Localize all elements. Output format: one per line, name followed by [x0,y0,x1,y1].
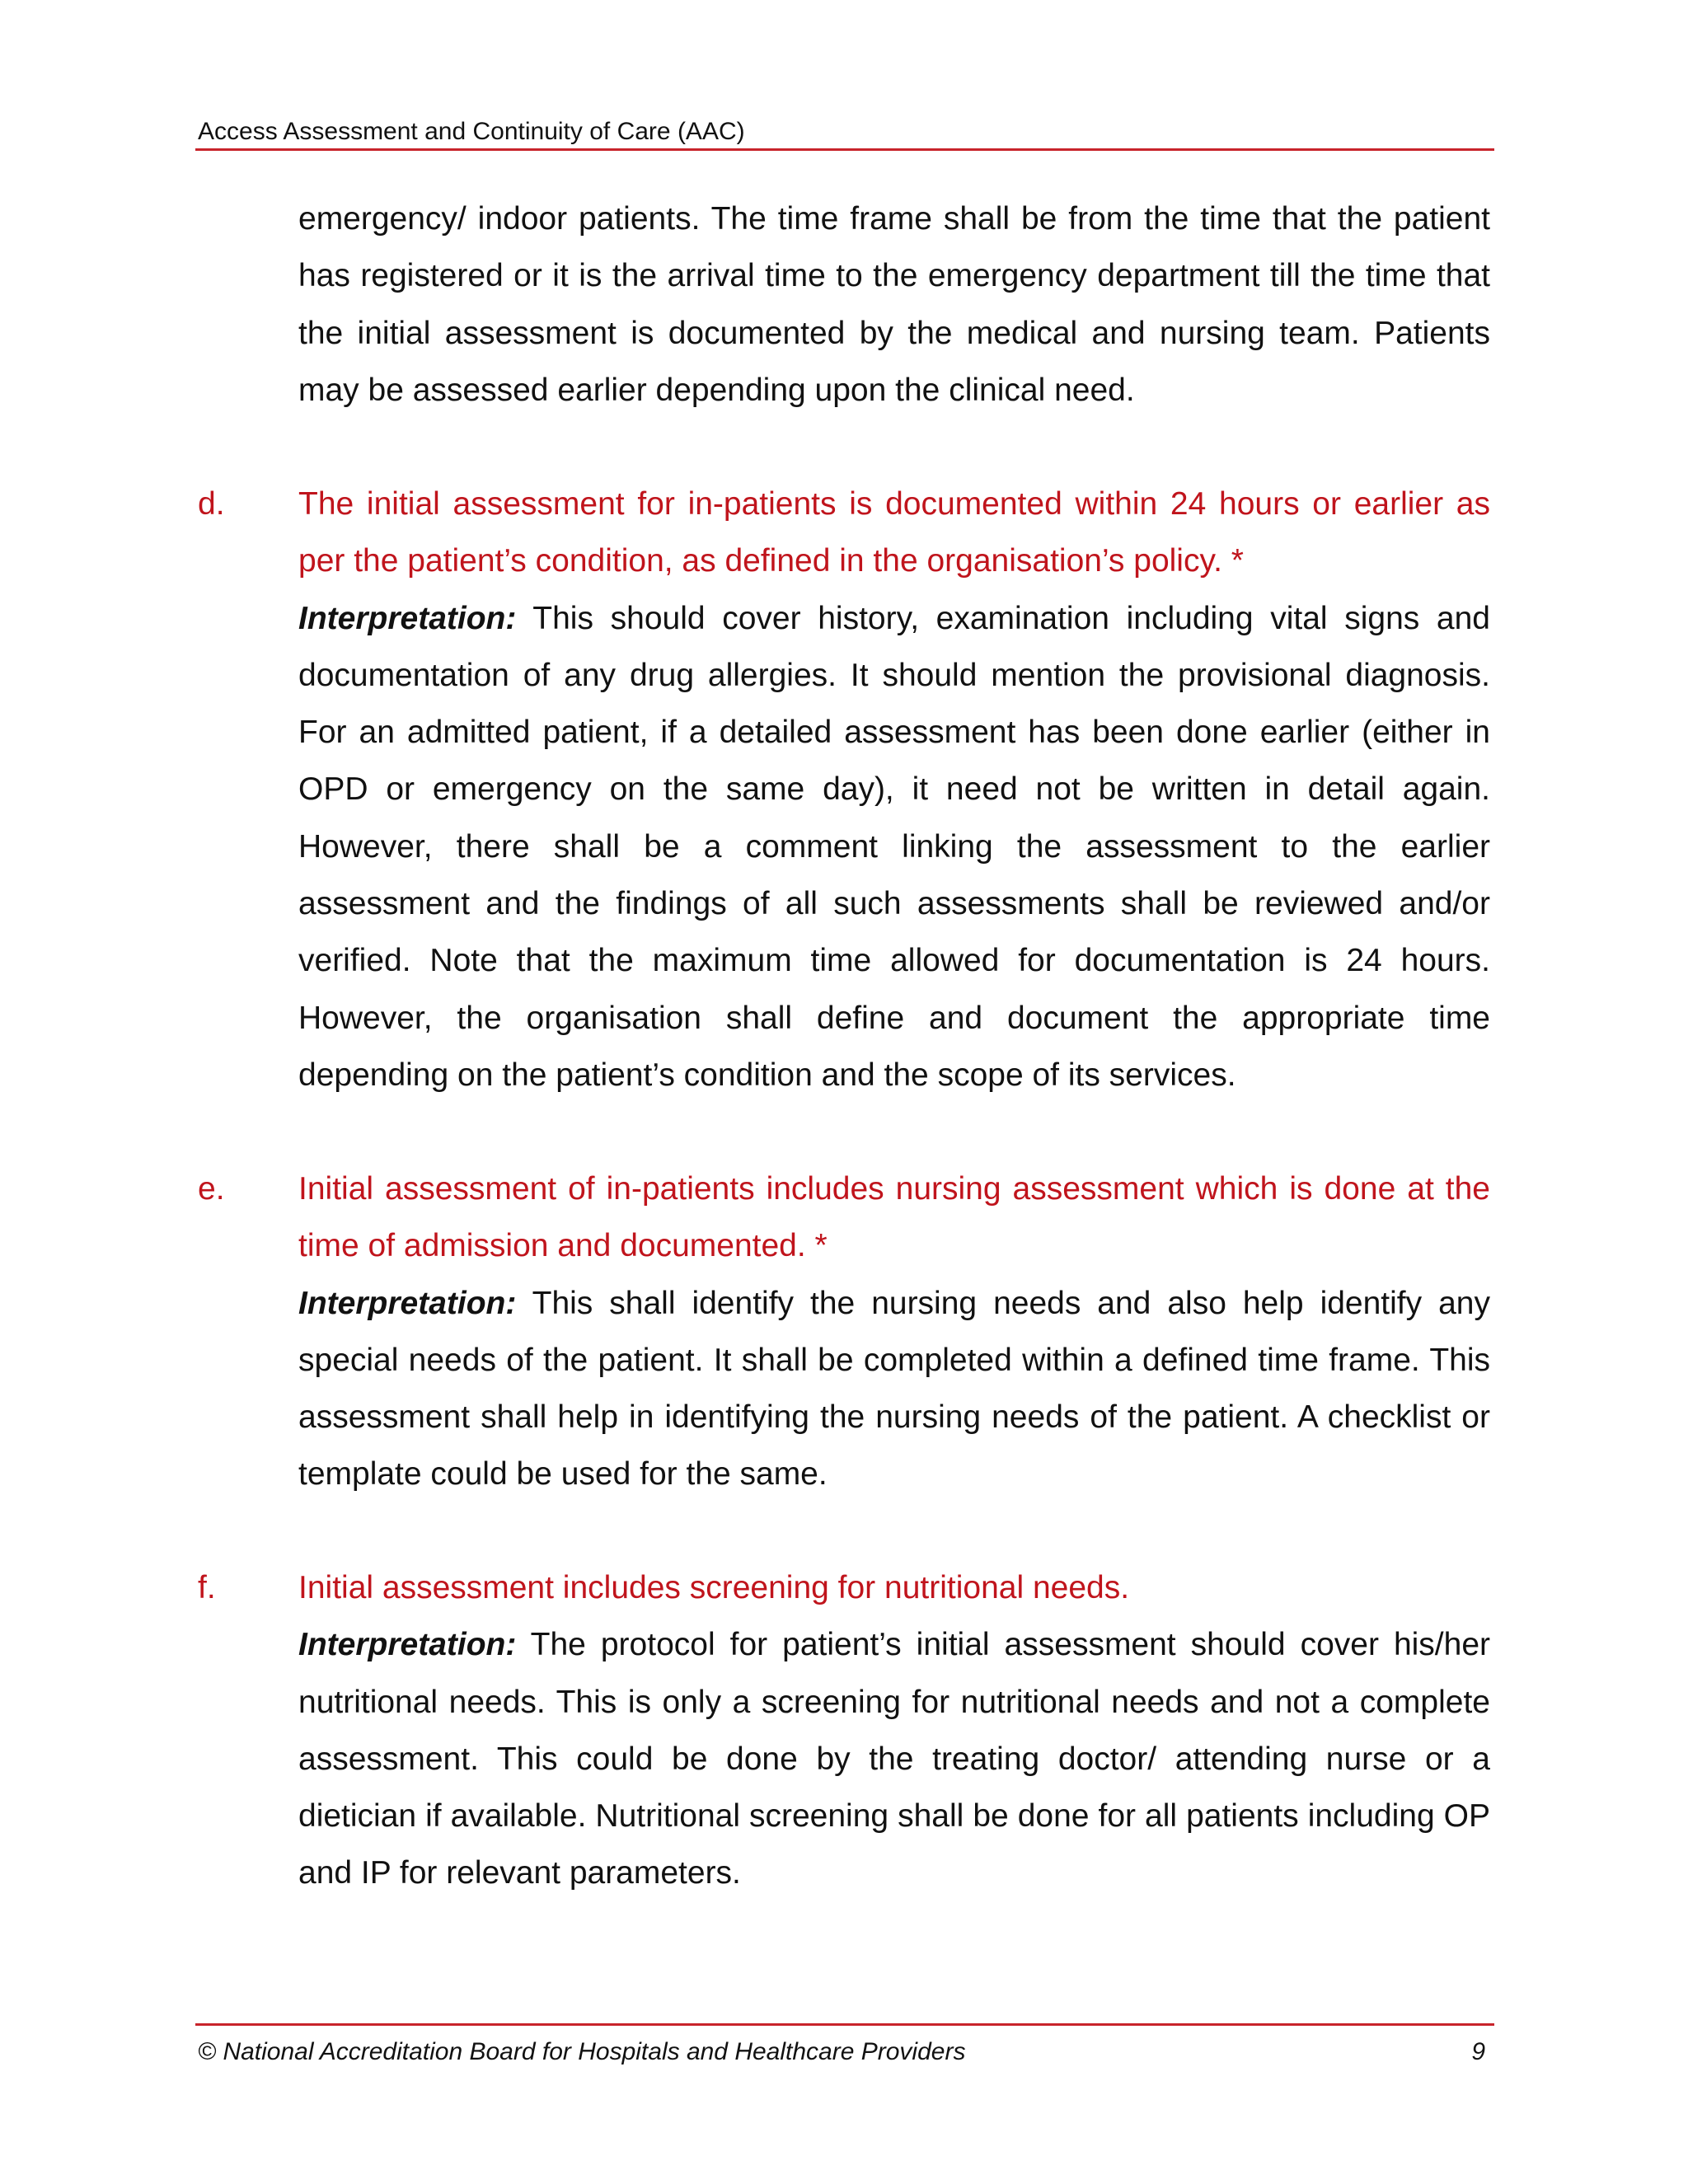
standard-text: Initial assessment includes screening for nutritional needs. [298,1570,1130,1605]
page-number: 9 [1471,2038,1485,2065]
standard-text: The initial assessment for in-patients is documented within 24 hours or earlier as per the patient’s condition, as defined in the organisation’s policy. * [298,486,1490,579]
item-letter: e. [198,1171,225,1207]
interpretation-label: Interpretation: [298,1627,517,1663]
interpretation-label: Interpretation: [298,600,517,636]
item-letter: d. [198,486,225,522]
intro-paragraph [298,190,1490,419]
item-body [298,476,1490,1104]
standard-text: Initial assessment of in-patients includes nursing assessment which is done at the time of admission and documented. * [298,1171,1490,1264]
interpretation-text [298,1275,1490,1503]
page-header-title: Access Assessment and Continuity of Care (AAC) [198,118,745,145]
interpretation-body: This shall identify the nursing needs and also help identify any special needs of the patient. It shall be completed within a defined time frame. This assessment shall help in identifying the nursing needs of the patient. A checklist or template could be used for the same. [298,1285,1490,1493]
list-item-f [198,1559,1490,1902]
footer-copyright: © National Accreditation Board for Hospitals and Healthcare Providers [198,2038,966,2065]
intro-paragraph-text: emergency/ indoor patients. The time frame shall be from the time that the patient has registered or it is the arrival time to the emergency department till the time that the initial assessment is documented by the medical and nursing team. Patients may be assessed earlier depending upon the clinical need. [298,201,1490,408]
interpretation-label: Interpretation: [298,1285,517,1321]
header-divider [195,148,1494,151]
item-body [298,1160,1490,1503]
list-item-e [198,1160,1490,1503]
interpretation-body: This should cover history, examination including vital signs and documentation of any drug allergies. It should mention the provisional diagnosis. For an admitted patient, if a detailed assessment has been done earlier (either in OPD or emergency on the same day), it need not be written in detail again. However, there shall be a comment linking the assessment to the earlier assessment and the findings of all such assessments shall be reviewed and/or verified. Note that the maximum time allowed for documentation is 24 hours. However, the organisation shall define and document the appropriate time depending on the patient’s condition and the scope of its services. [298,600,1490,1093]
item-letter: f. [198,1570,216,1605]
item-body [298,1559,1490,1902]
footer-divider [195,2023,1494,2026]
list-item-d [198,476,1490,1104]
interpretation-body: The protocol for patient’s initial assessment should cover his/her nutritional needs. This is only a screening for nutritional needs and not a complete assessment. This could be done by the treating doctor/ attending nurse or a dietician if available. Nutritional screening shall be done for all patients including OP and IP for relevant parameters. [298,1627,1490,1891]
interpretation-text [298,1616,1490,1901]
interpretation-text [298,590,1490,1104]
